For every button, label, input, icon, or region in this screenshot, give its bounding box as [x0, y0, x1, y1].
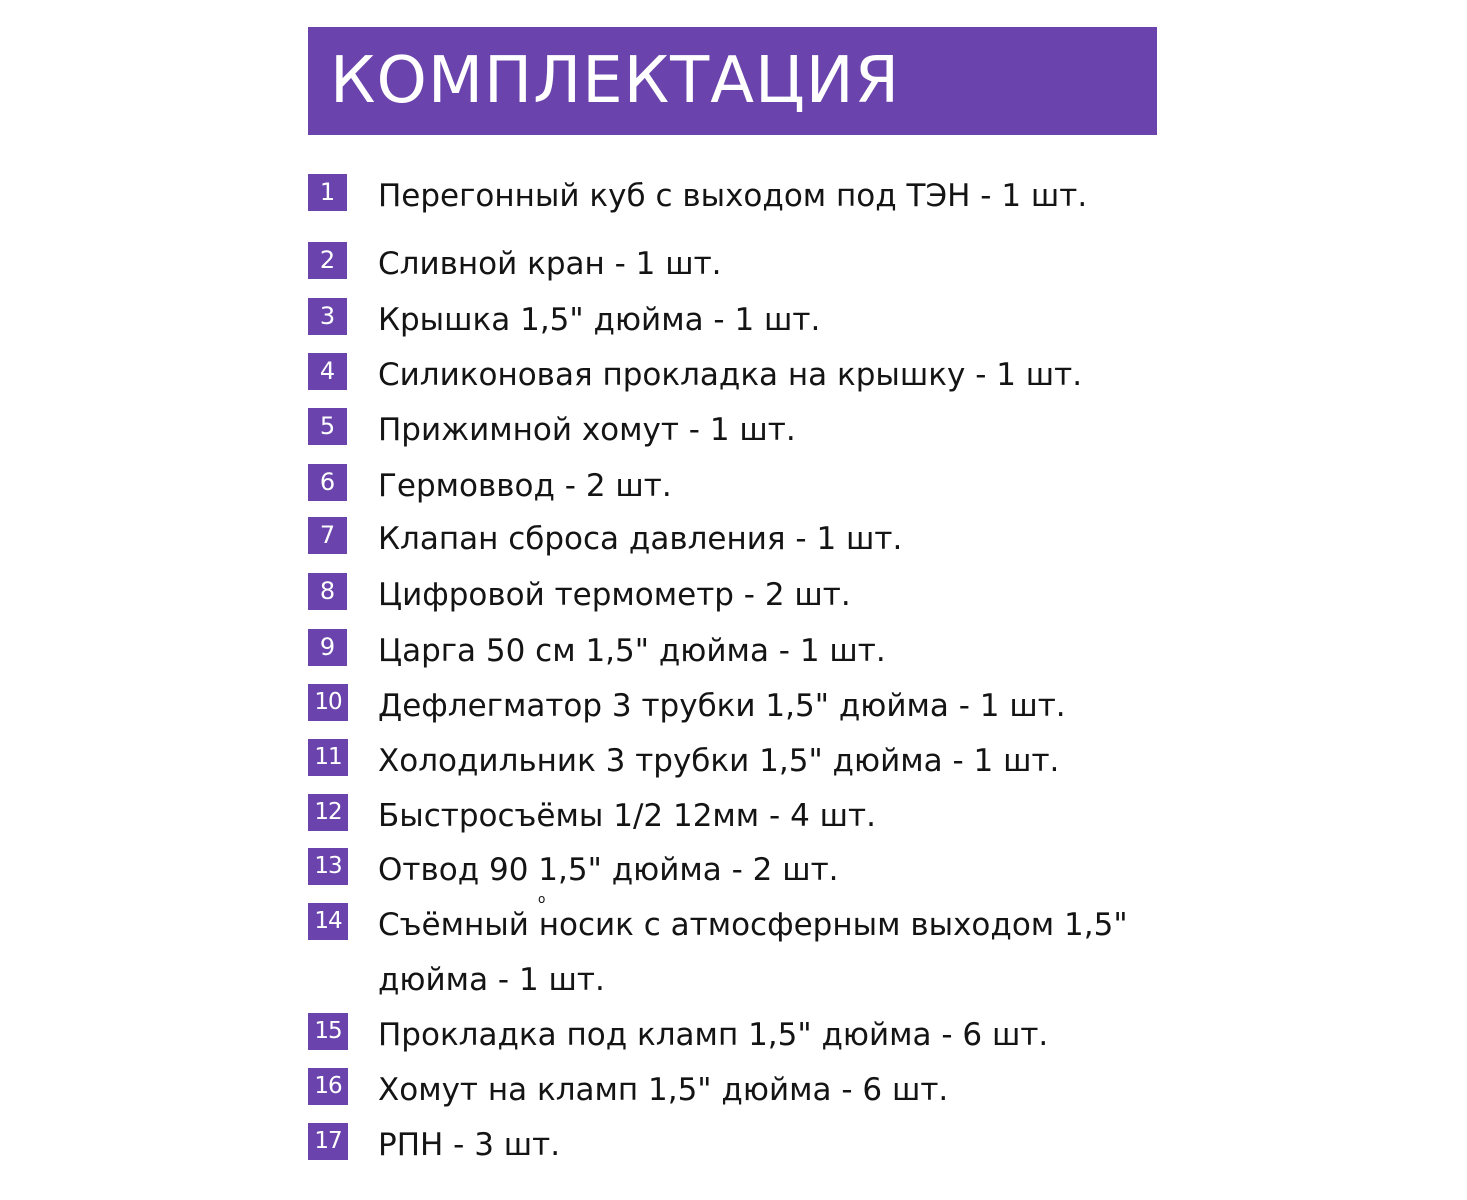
item-text: Цифровой термометр - 2 шт.	[378, 577, 851, 613]
item-number-badge: 5	[308, 408, 347, 445]
item-number-badge: 13	[308, 848, 348, 885]
item-text: Съёмный носик с атмосферным выходом 1,5" дюйма - 1 шт.	[378, 907, 1128, 998]
item-text: Прокладка под кламп 1,5" дюйма - 6 шт.	[378, 1017, 1049, 1053]
item-number-badge: 9	[308, 629, 347, 666]
item-text: Дефлегматор 3 трубки 1,5" дюйма - 1 шт.	[378, 688, 1066, 724]
item-number-badge: 12	[308, 794, 348, 831]
item-number-badge: 6	[308, 464, 347, 501]
item-text: Сливной кран - 1 шт.	[378, 246, 722, 282]
item-number-badge: 11	[308, 739, 348, 776]
item-number-badge: 2	[308, 242, 347, 279]
item-text: Силиконовая прокладка на крышку - 1 шт.	[378, 357, 1083, 393]
degree-mark: о	[538, 892, 546, 906]
item-text: Быстросъёмы 1/2 12мм - 4 шт.	[378, 798, 876, 834]
page-title: КОМПЛЕКТАЦИЯ	[330, 44, 901, 118]
item-number-badge: 10	[308, 684, 348, 721]
item-text: Хомут на кламп 1,5" дюйма - 6 шт.	[378, 1072, 949, 1108]
item-text: Крышка 1,5" дюйма - 1 шт.	[378, 302, 821, 338]
item-text: Гермоввод - 2 шт.	[378, 468, 672, 504]
item-number-badge: 4	[308, 353, 347, 390]
item-text: Царга 50 см 1,5" дюйма - 1 шт.	[378, 633, 886, 669]
item-text: Прижимной хомут - 1 шт.	[378, 412, 796, 448]
item-number-badge: 17	[308, 1123, 348, 1160]
item-number-badge: 7	[308, 517, 347, 554]
item-number-badge: 1	[308, 174, 347, 211]
item-text: Клапан сброса давления - 1 шт.	[378, 521, 903, 557]
item-text: Отвод 90 1,5" дюйма - 2 шт.	[378, 852, 839, 888]
item-number-badge: 16	[308, 1068, 348, 1105]
item-text: Перегонный куб с выходом под ТЭН - 1 шт.	[378, 178, 1088, 214]
item-text: Холодильник 3 трубки 1,5" дюйма - 1 шт.	[378, 743, 1060, 779]
item-number-badge: 8	[308, 573, 347, 610]
item-text: РПН - 3 шт.	[378, 1127, 561, 1163]
item-number-badge: 15	[308, 1013, 348, 1050]
item-number-badge: 14	[308, 903, 348, 940]
item-number-badge: 3	[308, 298, 347, 335]
